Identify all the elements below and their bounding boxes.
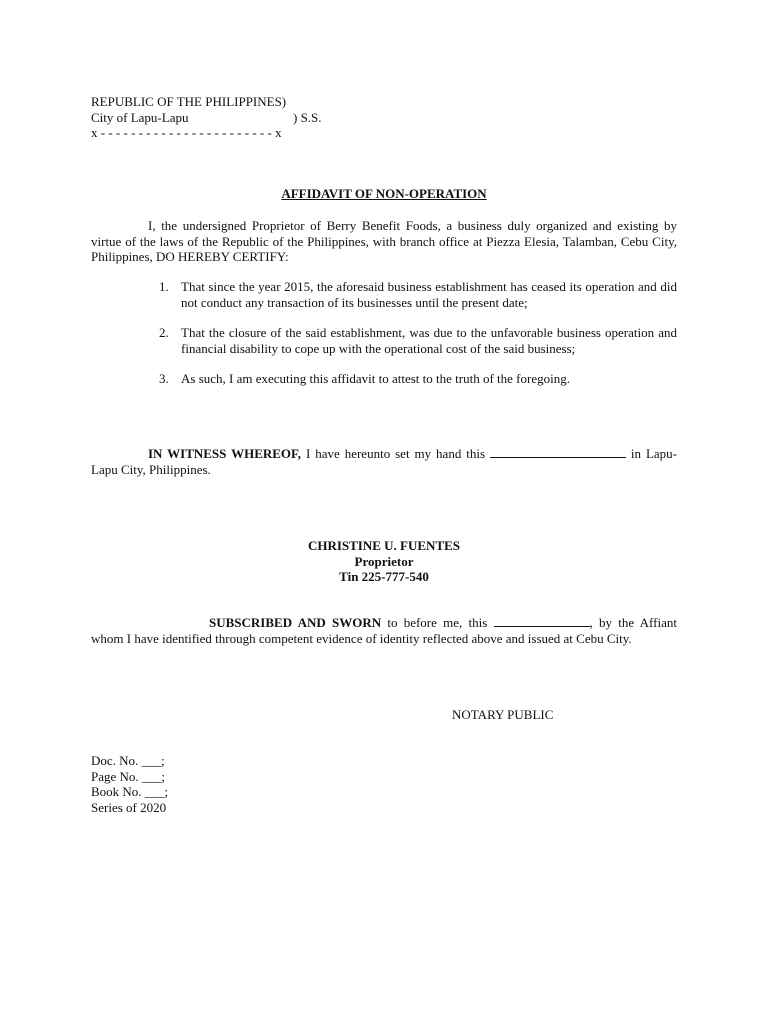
signature-block [91, 538, 677, 585]
jurat-text-before: to before me, this [381, 615, 494, 630]
list-item-number: 3. [159, 371, 169, 386]
list-item [91, 371, 677, 387]
document-title: AFFIDAVIT OF NON-OPERATION [281, 186, 487, 201]
signatory-tin: Tin 225-777-540 [339, 569, 429, 584]
book-no-blank: ___; [144, 784, 168, 799]
witness-paragraph [91, 446, 677, 477]
witness-text-before: I have hereunto set my hand this [301, 446, 490, 461]
venue-block [91, 94, 411, 141]
witness-text-after: in Lapu-Lapu City, Philippines. [91, 446, 677, 477]
page-no-label: Page No. [91, 768, 139, 784]
book-no-label: Book No. [91, 784, 142, 799]
list-item-text: As such, I am executing this affidavit to attest to the truth of the foregoing. [181, 371, 570, 386]
jurat-paragraph [91, 615, 677, 646]
venue-separator: x - - - - - - - - - - - - - - - - - - - - - - - x [91, 125, 282, 140]
page-no-line [91, 769, 168, 785]
certification-list [91, 279, 677, 402]
doc-no-label: Doc. No. [91, 753, 139, 768]
list-item-number: 2. [159, 325, 169, 340]
list-item [91, 325, 677, 356]
doc-no-line [91, 753, 168, 769]
signatory-name: CHRISTINE U. FUENTES [307, 538, 461, 553]
series-line: Series of 2020 [91, 799, 167, 815]
list-item-number: 1. [159, 279, 169, 294]
doc-reference-block [91, 753, 168, 815]
date-blank-line [490, 446, 626, 458]
venue-city: City of Lapu-Lapu [91, 109, 189, 125]
venue-ss: ) S.S. [293, 109, 322, 125]
jurat-text-after: , by the Affiant whom I have identified through competent evidence of identity reflected above and issued at Cebu City. [91, 615, 677, 646]
venue-republic: REPUBLIC OF THE PHILIPPINES) [91, 94, 287, 109]
list-item-text: That since the year 2015, the aforesaid business establishment has ceased its operation and did not conduct any transaction of its businesses until the present date; [181, 279, 677, 310]
witness-lead: IN WITNESS WHEREOF, [148, 446, 302, 461]
intro-paragraph: I, the undersigned Proprietor of Berry Benefit Foods, a business duly organized and existing by virtue of the laws of the Republic of the Philippines, with branch office at Piezza Elesia, Talamban, Cebu City, Philippines, DO HEREBY CERTIFY: [91, 218, 677, 264]
jurat-lead: SUBSCRIBED AND SWORN [209, 615, 382, 630]
doc-no-blank: ___; [141, 753, 165, 768]
venue-city-line [91, 110, 411, 126]
book-no-line [91, 784, 168, 800]
signatory-role: Proprietor [354, 553, 414, 569]
jurat-date-blank-line [494, 615, 590, 627]
page-no-blank: ___; [141, 768, 166, 784]
affidavit-page [91, 0, 677, 1024]
list-item [91, 279, 677, 310]
list-item-text: That the closure of the said establishment, was due to the unfavorable business operation and financial disability to cope up with the operational cost of the said business; [181, 325, 677, 356]
notary-public-label: NOTARY PUBLIC [452, 707, 554, 722]
